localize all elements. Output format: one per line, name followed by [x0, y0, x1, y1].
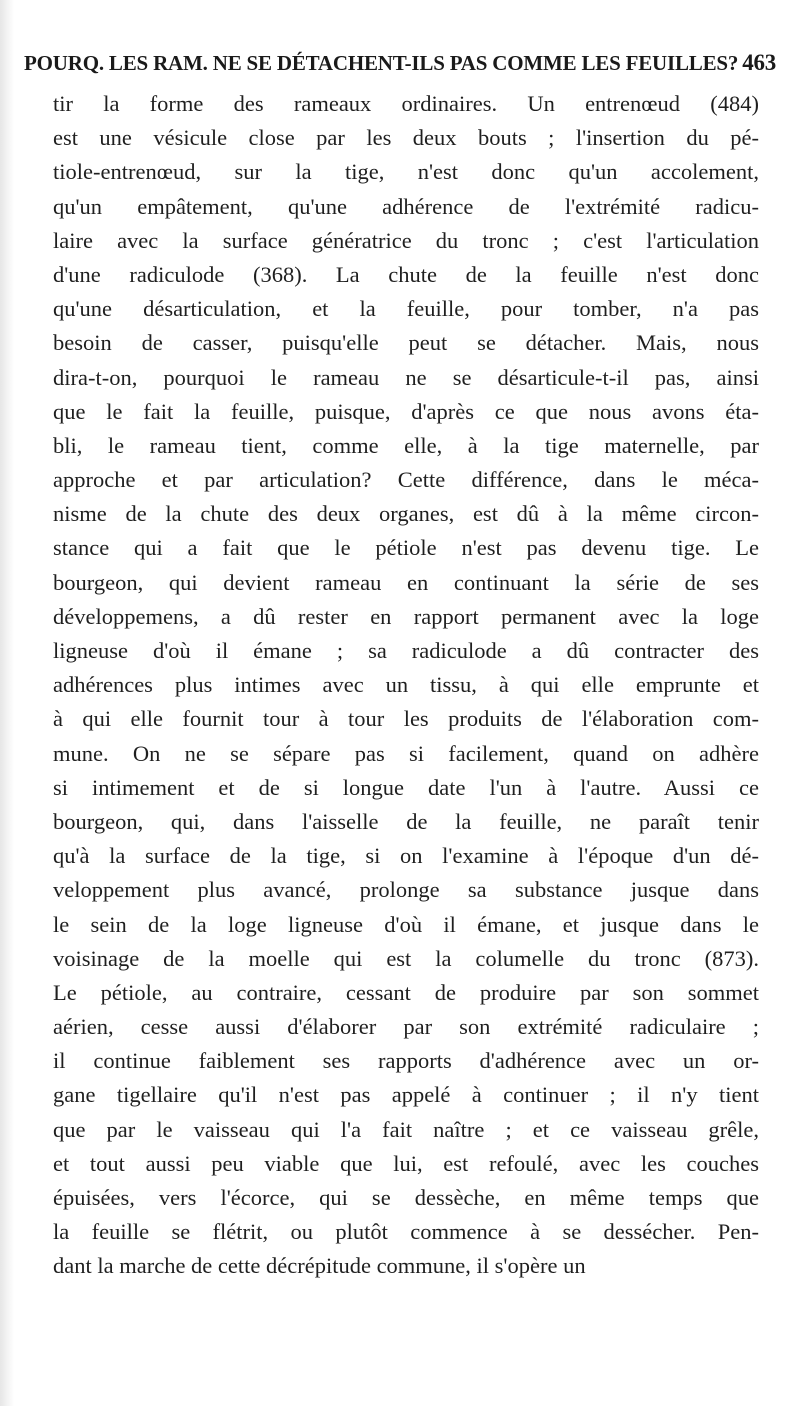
- text-line: tiole-entrenœud, sur la tige, n'est donc qu'un accolement,: [53, 159, 759, 185]
- text-line: bourgeon, qui, dans l'aisselle de la feuille, ne paraît tenir: [53, 808, 759, 834]
- running-head-title: POURQ. LES RAM. NE SE DÉTACHENT-ILS PAS COMME LES FEUILLES?: [24, 51, 739, 75]
- text-line: dant la marche de cette décrépitude commune, il s'opère un: [53, 1253, 586, 1279]
- page-number: 463: [742, 50, 777, 75]
- text-line: gane tigellaire qu'il n'est pas appelé à continuer ; il n'y tient: [53, 1082, 759, 1108]
- text-line: veloppement plus avancé, prolonge sa substance jusque dans: [53, 877, 759, 903]
- text-line: approche et par articulation? Cette différence, dans le méca-: [53, 467, 759, 493]
- text-line: si intimement et de si longue date l'un à l'autre. Aussi ce: [53, 774, 759, 800]
- body-text: [53, 87, 759, 1284]
- text-line: que le fait la feuille, puisque, d'après ce que nous avons éta-: [53, 398, 759, 424]
- text-line: le sein de la loge ligneuse d'où il émane, et jusque dans le: [53, 911, 759, 937]
- text-line: adhérences plus intimes avec un tissu, à qui elle emprunte et: [53, 672, 759, 698]
- text-line: voisinage de la moelle qui est la columelle du tronc (873).: [53, 945, 759, 971]
- text-line: mune. On ne se sépare pas si facilement, quand on adhère: [53, 740, 759, 766]
- text-line: la feuille se flétrit, ou plutôt commence à se dessécher. Pen-: [53, 1219, 759, 1245]
- text-line: Le pétiole, au contraire, cessant de produire par son sommet: [53, 979, 759, 1005]
- text-line: que par le vaisseau qui l'a fait naître ; et ce vaisseau grêle,: [53, 1116, 759, 1142]
- text-line: à qui elle fournit tour à tour les produits de l'élaboration com-: [53, 706, 759, 732]
- text-line: il continue faiblement ses rapports d'adhérence avec un or-: [53, 1048, 759, 1074]
- text-line: tir la forme des rameaux ordinaires. Un entrenœud (484): [53, 91, 759, 116]
- text-line: ligneuse d'où il émane ; sa radiculode a dû contracter des: [53, 638, 759, 663]
- text-line: aérien, cesse aussi d'élaborer par son extrémité radiculaire ;: [53, 1014, 759, 1040]
- text-line: qu'un empâtement, qu'une adhérence de l'extrémité radicu-: [53, 193, 759, 219]
- text-line: développemens, a dû rester en rapport permanent avec la loge: [53, 603, 759, 629]
- text-line: bli, le rameau tient, comme elle, à la tige maternelle, par: [53, 432, 759, 458]
- text-line: nisme de la chute des deux organes, est dû à la même circon-: [53, 501, 759, 527]
- text-line: qu'à la surface de la tige, si on l'examine à l'époque d'un dé-: [53, 843, 759, 869]
- running-head: [24, 50, 784, 76]
- text-line: besoin de casser, puisqu'elle peut se détacher. Mais, nous: [53, 330, 759, 356]
- text-line: stance qui a fait que le pétiole n'est pas devenu tige. Le: [53, 535, 759, 561]
- text-line: bourgeon, qui devient rameau en continuant la série de ses: [53, 569, 759, 595]
- text-line: dira-t-on, pourquoi le rameau ne se désarticule-t-il pas, ainsi: [53, 364, 759, 390]
- page-edge-shadow: [0, 0, 14, 1406]
- text-line: d'une radiculode (368). La chute de la feuille n'est donc: [53, 261, 759, 287]
- text-line: est une vésicule close par les deux bouts ; l'insertion du pé-: [53, 125, 759, 151]
- text-line: épuisées, vers l'écorce, qui se dessèche, en même temps que: [53, 1185, 759, 1210]
- text-line: qu'une désarticulation, et la feuille, pour tomber, n'a pas: [53, 296, 759, 322]
- text-line: et tout aussi peu viable que lui, est refoulé, avec les couches: [53, 1150, 759, 1176]
- text-line: laire avec la surface génératrice du tronc ; c'est l'articulation: [53, 227, 759, 253]
